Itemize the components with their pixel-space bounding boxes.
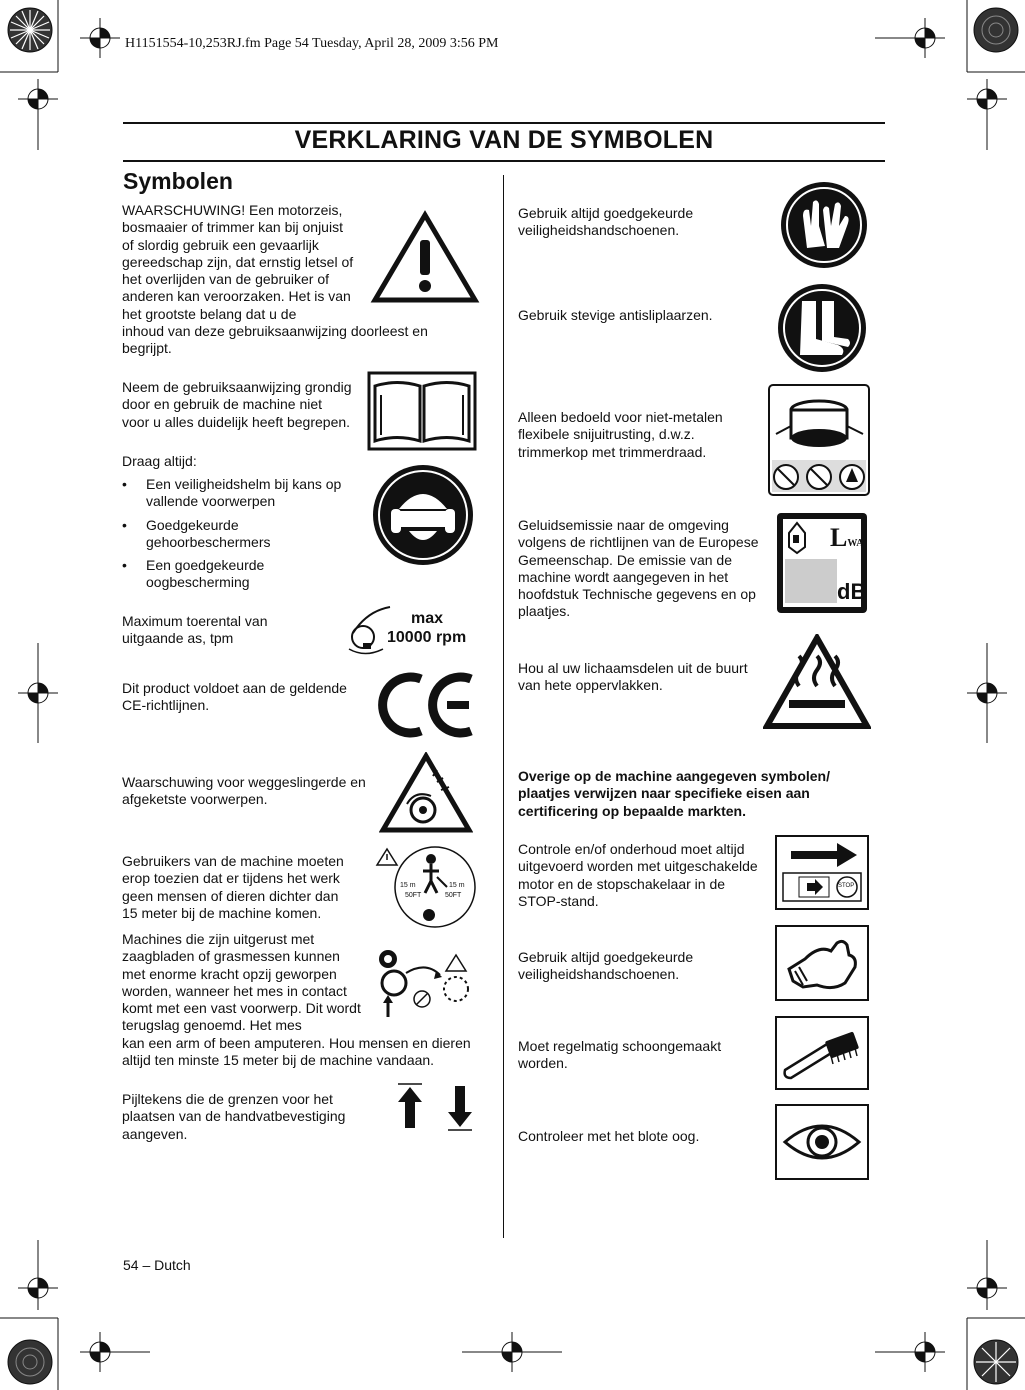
warning-text-continued: inhoud van deze gebruiksaanwijzing doorleest en begrijpt.: [122, 323, 428, 357]
helmet-ear-eye-protection-icon: [371, 463, 475, 567]
distance-label-m-left: 15 m: [400, 882, 416, 889]
distance-text: Gebruikers van de machine moeten erop toezien dat er tijdens het werk geen mensen of dieren dichter dan 15 meter bij de machine komen.: [122, 853, 344, 921]
max-speed-text: Maximum toerental van uitgaande as, tpm: [122, 613, 268, 647]
safety-gloves-icon: [779, 180, 869, 270]
title-rule-top: [123, 122, 885, 124]
hot-surface-warning-icon: [763, 634, 871, 732]
page-title: VERKLARING VAN DE SYMBOLEN: [294, 126, 714, 154]
protective-gear-list: [122, 476, 357, 598]
maintenance-text: Controle en/of onderhoud moet altijd uitgevoerd worden met uitgeschakelde motor en de stopschakelaar in de STOP-stand.: [518, 841, 758, 909]
thrown-objects-text: Waarschuwing voor weggeslingerde en afgeketste voorwerpen.: [122, 774, 366, 808]
list-item: • Een veiligheidshelm bij kans op vallende voorwerpen: [122, 476, 357, 511]
rpm-value-label: 10000 rpm: [387, 629, 467, 646]
handle-limit-arrows-icon: [395, 1082, 475, 1132]
stop-switch-label: STOP: [838, 883, 855, 889]
db-label: dB: [837, 579, 867, 604]
lwa-subscript: WA: [847, 538, 864, 549]
handle-arrows-text: Pijltekens die de grenzen voor het plaatsen van de handvatbevestiging aangeven.: [122, 1091, 346, 1142]
gloves-text: Gebruik altijd goedgekeurde veiligheidshandschoenen.: [518, 205, 694, 239]
max-rpm-icon: [345, 603, 485, 658]
boots-text: Gebruik stevige antisliplaarzen.: [518, 307, 713, 323]
manual-text: Neem de gebruiksaanwijzing grondig door en gebruik de machine niet voor u alles duidelijk heeft begrepen.: [122, 379, 352, 430]
warning-text: WAARSCHUWING! Een motorzeis, bosmaaier of trimmer kan bij onjuist of slordig gebruik een gevaarlijk gereedschap zijn, dat ernstig letsel of het overlijden van de gebruiker of anderen kan veroorzaken. Het is van het grootste belang dat u de: [122, 202, 354, 322]
trimmer-head-only-icon: [768, 384, 870, 496]
list-item: • Goedgekeurde gehoorbeschermers: [122, 517, 357, 552]
column-divider: [503, 175, 504, 1238]
list-item: • Een goedgekeurde oogbescherming: [122, 557, 357, 592]
noise-text: Geluidsemissie naar de omgeving volgens de richtlijnen van de Europese Gemeenschap. De emissie van de machine wordt aangegeven in het hoofdstuk Technische gegevens en op plaatjes.: [518, 517, 759, 620]
kickback-text: Machines die zijn uitgerust met zaagbladen of grasmessen kunnen met enorme kracht opzij geworpen worden, wanneer het mes in contact komt met een vast voorwerp. Dit wordt terugslag genoemd. Het mes: [122, 931, 361, 1034]
engine-off-maintenance-icon: [775, 835, 869, 910]
file-info-header: H1151554-10,253RJ.fm Page 54 Tuesday, April 28, 2009 3:56 PM: [125, 36, 499, 51]
eye-check-icon: [775, 1104, 869, 1180]
safety-boots-icon: [776, 283, 868, 373]
rpm-max-label: max: [411, 610, 444, 627]
kickback-text-continued: kan een arm of been amputeren. Hou mensen en dieren altijd ten minste 15 meter bij de machine vandaan.: [122, 1035, 471, 1069]
noise-emission-icon: [775, 511, 869, 615]
safety-distance-icon: [375, 845, 480, 930]
visual-check-text: Controleer met het blote oog.: [518, 1128, 700, 1144]
page-footer: 54 – Dutch: [123, 1257, 191, 1273]
ce-text: Dit product voldoet aan de geldende CE-richtlijnen.: [122, 680, 347, 714]
cleaning-brush-icon: [775, 1016, 869, 1090]
other-symbols-heading: Overige op de machine aangegeven symbolen/ plaatjes verwijzen naar specifieke eisen aan certificering op bepaalde markten.: [518, 768, 830, 819]
distance-label-ft-left: 50FT: [405, 892, 422, 899]
trimmer-text: Alleen bedoeld voor niet-metalen flexibele snijuitrusting, d.w.z. trimmerkop met trimmerdraad.: [518, 409, 723, 460]
hot-surface-text: Hou al uw lichaamsdelen uit de buurt van hete oppervlakken.: [518, 660, 748, 694]
clean-text: Moet regelmatig schoongemaakt worden.: [518, 1038, 722, 1072]
lwa-label: L: [830, 523, 848, 552]
thrown-objects-warning-icon: [379, 752, 473, 834]
warning-triangle-icon: [370, 210, 480, 305]
ce-mark-icon: [377, 671, 477, 739]
distance-label-ft-right: 50FT: [445, 892, 462, 899]
distance-label-m-right: 15 m: [449, 882, 465, 889]
glove-pictogram-icon: [775, 925, 869, 1001]
gloves2-text: Gebruik altijd goedgekeurde veiligheidshandschoenen.: [518, 949, 694, 983]
kickback-warning-icon: [376, 947, 476, 1022]
title-rule-bottom: [123, 160, 885, 162]
read-manual-icon: [367, 371, 477, 451]
section-heading: Symbolen: [123, 168, 233, 194]
wear-always-label: Draag altijd:: [122, 453, 197, 469]
